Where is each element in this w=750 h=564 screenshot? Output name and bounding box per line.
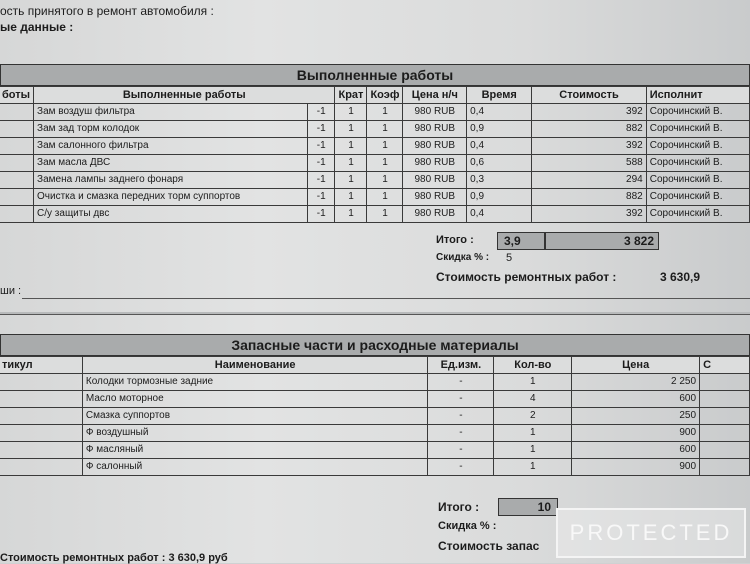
work-koef-cell: 1 xyxy=(367,155,403,172)
work-worker-cell: Сорочинский В. xyxy=(646,138,749,155)
work-krat-cell: 1 xyxy=(335,138,367,155)
parts-discount-label: Скидка % : xyxy=(438,520,497,532)
protected-watermark: PROTECTED xyxy=(556,508,746,558)
work-flag-cell: -1 xyxy=(307,189,335,206)
work-koef-cell: 1 xyxy=(367,121,403,138)
repair-cost-value: 3 630,9 xyxy=(660,270,701,284)
work-time-cell: 0,9 xyxy=(467,121,532,138)
work-cost-cell: 392 xyxy=(532,206,646,223)
work-krat-cell: 1 xyxy=(335,172,367,189)
part-unit-cell: - xyxy=(428,408,494,425)
header-line-1: ость принятого в ремонт автомобиля : xyxy=(0,4,214,18)
part-extra-cell xyxy=(700,408,750,425)
work-cost-cell: 588 xyxy=(532,155,646,172)
works-total-label: Итого : xyxy=(436,234,474,246)
work-cost-cell: 882 xyxy=(532,121,646,138)
parts-table xyxy=(0,356,750,476)
part-unit-cell: - xyxy=(428,425,494,442)
work-time-cell: 0,4 xyxy=(467,138,532,155)
work-krat-cell: 1 xyxy=(335,155,367,172)
work-koef-cell: 1 xyxy=(367,172,403,189)
col-header-price: Цена н/ч xyxy=(403,87,467,104)
note-line-2 xyxy=(0,314,750,315)
parts-total-qty: 10 xyxy=(498,498,558,516)
work-name-cell: Зам салонного фильтра xyxy=(34,138,308,155)
part-article-cell xyxy=(0,442,82,459)
part-extra-cell xyxy=(700,442,750,459)
work-koef-cell: 1 xyxy=(367,189,403,206)
part-extra-cell xyxy=(700,459,750,476)
parts-total-label: Итого : xyxy=(438,500,480,514)
work-price-cell: 980 RUB xyxy=(403,206,467,223)
part-name-cell: Ф салонный xyxy=(82,459,428,476)
part-name-cell: Колодки тормозные задние xyxy=(82,374,428,391)
col-header-time: Время xyxy=(467,87,532,104)
work-time-cell: 0,6 xyxy=(467,155,532,172)
col-header-works-num: боты xyxy=(0,87,34,104)
table-row xyxy=(0,425,750,442)
work-num-cell xyxy=(0,206,34,223)
part-unit-cell: - xyxy=(428,442,494,459)
work-krat-cell: 1 xyxy=(335,104,367,121)
table-row xyxy=(0,138,750,155)
col-header-unit: Ед.изм. xyxy=(428,357,494,374)
part-qty-cell: 1 xyxy=(494,374,572,391)
work-time-cell: 0,4 xyxy=(467,206,532,223)
work-krat-cell: 1 xyxy=(335,206,367,223)
part-unit-cell: - xyxy=(428,459,494,476)
table-row xyxy=(0,374,750,391)
col-header-article: тикул xyxy=(0,357,82,374)
table-row xyxy=(0,189,750,206)
work-price-cell: 980 RUB xyxy=(403,121,467,138)
work-worker-cell: Сорочинский В. xyxy=(646,189,749,206)
part-unit-cell: - xyxy=(428,391,494,408)
work-krat-cell: 1 xyxy=(335,189,367,206)
part-price-cell: 600 xyxy=(572,391,700,408)
part-extra-cell xyxy=(700,374,750,391)
header-line-2: ые данные : xyxy=(0,20,74,34)
works-header-row xyxy=(0,87,750,104)
repair-cost-label: Стоимость ремонтных работ : xyxy=(436,270,617,284)
work-worker-cell: Сорочинский В. xyxy=(646,121,749,138)
col-header-part-price: Цена xyxy=(572,357,700,374)
part-name-cell: Ф воздушный xyxy=(82,425,428,442)
col-header-krat: Крат xyxy=(335,87,367,104)
work-num-cell xyxy=(0,138,34,155)
work-worker-cell: Сорочинский В. xyxy=(646,206,749,223)
footer-repair-cost: Стоимость ремонтных работ : 3 630,9 руб xyxy=(0,552,228,564)
part-article-cell xyxy=(0,391,82,408)
col-header-qty: Кол-во xyxy=(494,357,572,374)
work-cost-cell: 392 xyxy=(532,104,646,121)
work-worker-cell: Сорочинский В. xyxy=(646,172,749,189)
work-name-cell: Замена лампы заднего фонаря xyxy=(34,172,308,189)
work-num-cell xyxy=(0,121,34,138)
note-line-1 xyxy=(22,298,750,299)
table-row xyxy=(0,391,750,408)
col-header-part-name: Наименование xyxy=(82,357,428,374)
col-header-worker: Исполнит xyxy=(646,87,749,104)
works-discount-value: 5 xyxy=(506,252,513,264)
part-price-cell: 2 250 xyxy=(572,374,700,391)
part-extra-cell xyxy=(700,391,750,408)
part-price-cell: 900 xyxy=(572,425,700,442)
work-price-cell: 980 RUB xyxy=(403,172,467,189)
work-cost-cell: 882 xyxy=(532,189,646,206)
part-price-cell: 900 xyxy=(572,459,700,476)
work-flag-cell: -1 xyxy=(307,206,335,223)
part-article-cell xyxy=(0,459,82,476)
part-extra-cell xyxy=(700,425,750,442)
work-name-cell: Очистка и смазка передних торм суппортов xyxy=(34,189,308,206)
table-row xyxy=(0,408,750,425)
work-koef-cell: 1 xyxy=(367,138,403,155)
left-note: ши : xyxy=(0,285,22,297)
table-row xyxy=(0,121,750,138)
part-qty-cell: 1 xyxy=(494,442,572,459)
col-header-work-name: Выполненные работы xyxy=(34,87,335,104)
work-price-cell: 980 RUB xyxy=(403,104,467,121)
work-time-cell: 0,4 xyxy=(467,104,532,121)
part-qty-cell: 4 xyxy=(494,391,572,408)
table-row xyxy=(0,172,750,189)
work-flag-cell: -1 xyxy=(307,172,335,189)
work-name-cell: Зам воздуш фильтра xyxy=(34,104,308,121)
part-name-cell: Смазка суппортов xyxy=(82,408,428,425)
work-name-cell: Зам масла ДВС xyxy=(34,155,308,172)
work-num-cell xyxy=(0,172,34,189)
parts-cost-label: Стоимость запас xyxy=(438,539,540,553)
col-header-cost: Стоимость xyxy=(532,87,646,104)
table-row xyxy=(0,104,750,121)
part-price-cell: 600 xyxy=(572,442,700,459)
col-header-extra: С xyxy=(700,357,750,374)
part-article-cell xyxy=(0,374,82,391)
work-name-cell: Зам зад торм колодок xyxy=(34,121,308,138)
work-flag-cell: -1 xyxy=(307,155,335,172)
table-row xyxy=(0,442,750,459)
part-name-cell: Масло моторное xyxy=(82,391,428,408)
table-row xyxy=(0,459,750,476)
part-price-cell: 250 xyxy=(572,408,700,425)
part-unit-cell: - xyxy=(428,374,494,391)
works-total-time: 3,9 xyxy=(497,232,545,250)
work-price-cell: 980 RUB xyxy=(403,138,467,155)
table-row xyxy=(0,155,750,172)
work-flag-cell: -1 xyxy=(307,138,335,155)
parts-header-row xyxy=(0,357,750,374)
part-qty-cell: 1 xyxy=(494,459,572,476)
work-koef-cell: 1 xyxy=(367,206,403,223)
table-row xyxy=(0,206,750,223)
work-name-cell: С/у защиты двс xyxy=(34,206,308,223)
part-qty-cell: 2 xyxy=(494,408,572,425)
work-cost-cell: 392 xyxy=(532,138,646,155)
part-qty-cell: 1 xyxy=(494,425,572,442)
work-time-cell: 0,9 xyxy=(467,189,532,206)
work-krat-cell: 1 xyxy=(335,121,367,138)
work-worker-cell: Сорочинский В. xyxy=(646,155,749,172)
part-article-cell xyxy=(0,425,82,442)
works-total-cost: 3 822 xyxy=(545,232,659,250)
works-title: Выполненные работы xyxy=(0,64,750,86)
part-article-cell xyxy=(0,408,82,425)
col-header-koef: Коэф xyxy=(367,87,403,104)
work-num-cell xyxy=(0,189,34,206)
work-koef-cell: 1 xyxy=(367,104,403,121)
work-num-cell xyxy=(0,104,34,121)
work-cost-cell: 294 xyxy=(532,172,646,189)
work-flag-cell: -1 xyxy=(307,104,335,121)
work-worker-cell: Сорочинский В. xyxy=(646,104,749,121)
part-name-cell: Ф масляный xyxy=(82,442,428,459)
parts-title: Запасные части и расходные материалы xyxy=(0,334,750,356)
work-num-cell xyxy=(0,155,34,172)
works-table xyxy=(0,86,750,223)
work-price-cell: 980 RUB xyxy=(403,155,467,172)
work-price-cell: 980 RUB xyxy=(403,189,467,206)
work-time-cell: 0,3 xyxy=(467,172,532,189)
work-flag-cell: -1 xyxy=(307,121,335,138)
works-discount-label: Скидка % : xyxy=(436,252,490,263)
